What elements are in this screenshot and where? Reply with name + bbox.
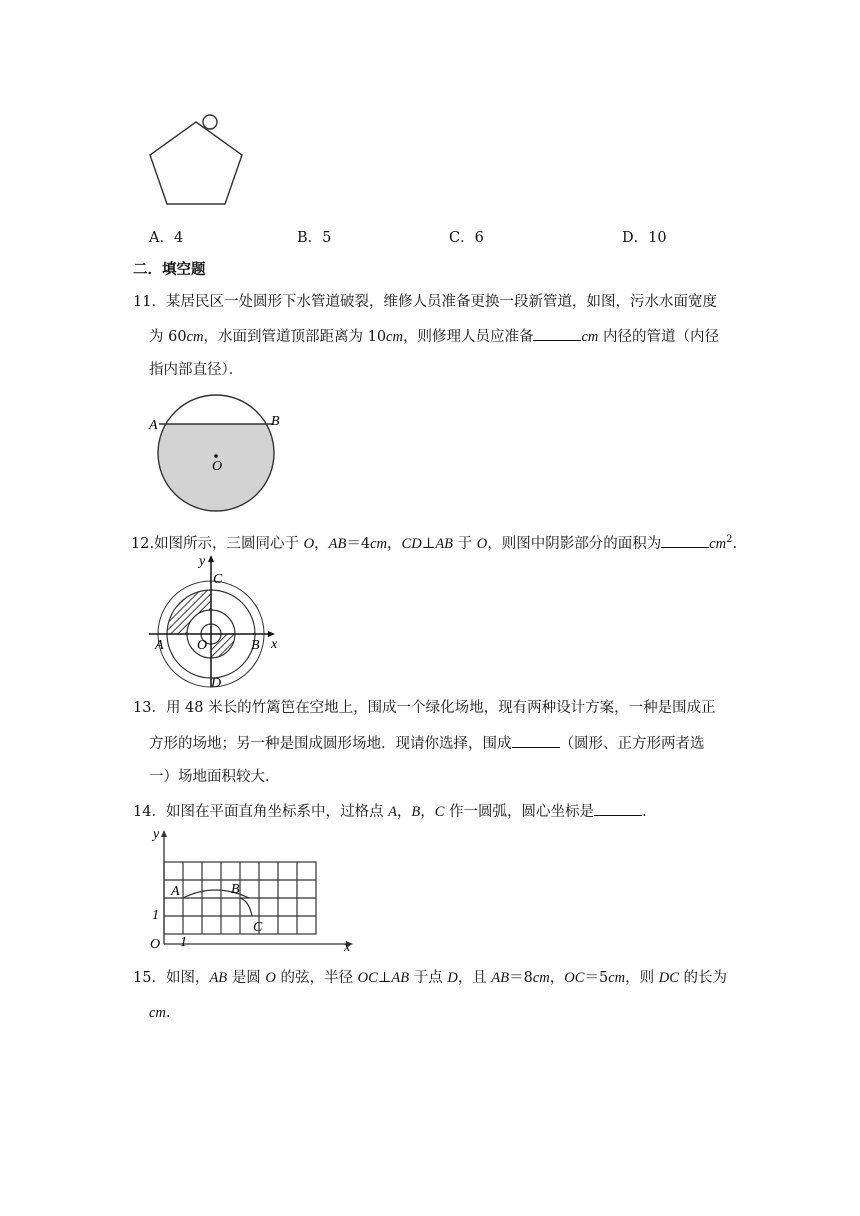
q11-text-2b: ，水面到管道顶部距离为 10 (203, 329, 387, 345)
q12-label-o: O (197, 638, 208, 653)
q12-unit: cm (709, 535, 727, 552)
q15-var: AB (491, 970, 510, 986)
q15-text: ＝5 (584, 970, 609, 986)
section-title: 二．填空题 (133, 261, 206, 278)
q14-line1 (133, 801, 657, 822)
q12-text: . (732, 535, 738, 552)
q14-number: 14． (133, 804, 166, 820)
q12-superscript: 2 (726, 534, 733, 545)
q12-text: ， (387, 535, 402, 552)
q11-unit-2: cm (386, 329, 403, 345)
option-d: D．10 (622, 230, 667, 246)
q14-axis-x: x (344, 940, 351, 954)
q11-line1 (133, 292, 717, 312)
q15-var: AB (209, 970, 228, 986)
q15-end: . (165, 1005, 171, 1021)
q12-line1 (131, 530, 737, 554)
q11-line3: 指内部直径）． (149, 362, 244, 378)
q13-line3: 一）场地面积较大． (149, 769, 280, 785)
q12-label-d: D (211, 676, 222, 691)
option-a: A．4 (149, 230, 184, 246)
q12-text: ⊥ (421, 535, 436, 552)
q14-label-b: B (231, 882, 240, 897)
q11-text-2a: 为 60 (149, 329, 187, 345)
q11-unit-3: cm (581, 329, 599, 345)
option-c: C．6 (449, 230, 484, 246)
q15-unit: cm (608, 970, 626, 986)
q11-line2 (149, 326, 719, 347)
q11-label-b: B (271, 414, 280, 429)
q15-text: ， (549, 970, 565, 986)
q15-line2 (149, 1003, 171, 1023)
q15-var: D (447, 970, 458, 986)
q15-var: OC (357, 970, 378, 986)
q12-circles-figure (145, 553, 285, 691)
q15-text: 的弦，半径 (275, 970, 358, 986)
pentagon-figure (140, 108, 250, 208)
option-b: B．5 (297, 230, 332, 246)
q15-unit-end: cm (149, 1005, 166, 1021)
q14-label-a: A (171, 884, 180, 899)
q12-label-a: A (155, 638, 164, 653)
q15-var: DC (658, 970, 679, 986)
q13-text-2b: （圆形、正方形两者选 (559, 736, 705, 752)
q15-text: ＝8 (509, 970, 533, 986)
q11-number: 11． (133, 294, 166, 310)
q15-text: ，则 (625, 970, 659, 986)
q15-var: AB (391, 970, 410, 986)
q12-unit: cm (370, 535, 388, 552)
q13-line1 (133, 698, 716, 718)
q12-var: O (303, 535, 315, 552)
q13-number: 13． (133, 700, 166, 716)
q12-text: 于 (453, 535, 477, 552)
q15-text: ⊥ (377, 970, 392, 986)
q14-text: ， (420, 804, 435, 820)
q15-var: O (265, 970, 276, 986)
q12-axis-y: y (199, 554, 206, 569)
q12-text: ＝4 (346, 535, 371, 552)
q11-text-2d: 内径的管道（内径 (598, 329, 719, 345)
q15-text: 的长为 (678, 970, 727, 986)
q11-pipe-figure (145, 392, 290, 514)
q14-answer-blank[interactable] (594, 801, 642, 816)
q12-var: CD (401, 535, 422, 552)
q12-var: O (476, 535, 488, 552)
q12-var: AB (435, 535, 454, 552)
q12-label-b: B (251, 638, 260, 653)
q12-answer-blank[interactable] (661, 533, 709, 548)
q14-text: ， (396, 804, 412, 820)
q15-text: 如图， (165, 970, 210, 986)
q13-answer-blank[interactable] (512, 733, 560, 748)
q15-unit: cm (532, 970, 550, 986)
q14-var: A (388, 804, 397, 820)
q12-text: ，则图中阴影部分的面积为 (487, 535, 662, 552)
q11-text-2c: ，则修理人员应准备 (402, 329, 534, 345)
q14-text: 作一圆弧，圆心坐标是 (444, 804, 595, 820)
q14-text: 如图在平面直角坐标系中，过格点 (165, 804, 389, 820)
q13-text-2a: 方形的场地；另一种是围成圆形场地．现请你选择，围成 (149, 736, 512, 752)
q14-grid-figure (145, 826, 360, 954)
q15-text: 于点 (409, 970, 448, 986)
q14-var: B (411, 804, 421, 820)
q14-tick-y1: 1 (152, 908, 159, 923)
q15-text: 是圆 (227, 970, 266, 986)
q12-text: ， (314, 535, 329, 552)
q15-var: OC (564, 970, 585, 986)
q11-text-1: 某居民区一处圆形下水管道破裂，维修人员准备更换一段新管道，如图，污水水面宽度 (165, 294, 717, 310)
q13-line2 (149, 733, 705, 754)
q11-label-o: O (212, 459, 223, 474)
q11-unit-1: cm (186, 329, 204, 345)
q11-answer-blank[interactable] (533, 326, 581, 341)
q14-var: C (434, 804, 445, 820)
q12-var: AB (328, 535, 347, 552)
q15-number: 15． (133, 970, 166, 986)
q12-text: 如图所示，三圆同心于 (154, 535, 304, 552)
q12-axis-x: x (271, 637, 278, 652)
q15-text: ，且 (457, 970, 492, 986)
q11-label-a: A (149, 418, 158, 433)
q12-label-c: C (213, 572, 223, 587)
q15-line1 (133, 968, 727, 988)
q14-axis-y: y (153, 827, 160, 842)
q13-text-1: 用 48 米长的竹篱笆在空地上，围成一个绿化场地，现有两种设计方案，一种是围成正 (165, 700, 716, 716)
q14-tick-x1: 1 (180, 935, 187, 950)
q14-label-o: O (150, 937, 161, 952)
q14-text: ． (642, 804, 657, 820)
q14-label-c: C (253, 920, 263, 935)
q12-number: 12. (131, 535, 155, 552)
